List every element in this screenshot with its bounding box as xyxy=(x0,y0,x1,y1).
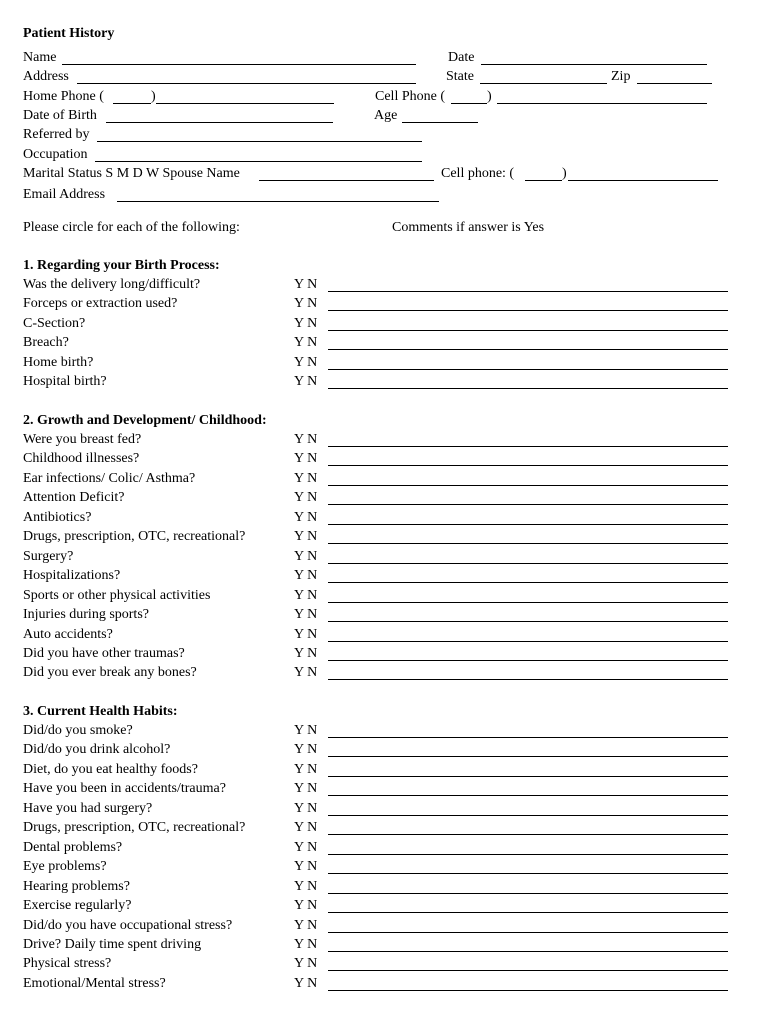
age-label: Age xyxy=(374,108,398,123)
yes-no-choice[interactable]: Y N xyxy=(294,665,318,681)
home-phone-paren: ) xyxy=(151,89,156,104)
question-label: Hospitalizations? xyxy=(23,568,121,584)
question-label: Eye problems? xyxy=(23,859,107,875)
name-field[interactable] xyxy=(62,64,416,65)
question-label: Did/do you smoke? xyxy=(23,723,133,738)
comment-field[interactable] xyxy=(328,310,728,311)
question-label: Hospital birth? xyxy=(23,374,107,390)
question-label: Auto accidents? xyxy=(23,626,113,642)
section-heading: 3. Current Health Habits: xyxy=(23,704,178,719)
question-label: Did you ever break any bones? xyxy=(23,665,197,681)
address-field[interactable] xyxy=(77,83,416,84)
comment-field[interactable] xyxy=(328,660,728,661)
yes-no-choice[interactable]: Y N xyxy=(294,529,318,545)
yes-no-choice[interactable]: Y N xyxy=(294,432,318,447)
yes-no-choice[interactable]: Y N xyxy=(294,296,318,312)
comment-field[interactable] xyxy=(328,621,728,622)
state-label: State xyxy=(446,69,474,84)
yes-no-choice[interactable]: Y N xyxy=(294,374,318,390)
question-label: Home birth? xyxy=(23,354,94,370)
question-label: Surgery? xyxy=(23,548,74,564)
comment-field[interactable] xyxy=(328,893,728,894)
yes-no-choice[interactable]: Y N xyxy=(294,820,318,836)
question-label: Was the delivery long/difficult? xyxy=(23,277,201,292)
yes-no-choice[interactable]: Y N xyxy=(294,936,318,952)
question-label: Exercise regularly? xyxy=(23,898,132,914)
yes-no-choice[interactable]: Y N xyxy=(294,470,318,486)
yes-no-choice[interactable]: Y N xyxy=(294,548,318,564)
cell-phone-paren: ) xyxy=(487,89,492,104)
comment-field[interactable] xyxy=(328,582,728,583)
comment-field[interactable] xyxy=(328,291,728,292)
zip-field[interactable] xyxy=(637,83,712,84)
question-label: Breach? xyxy=(23,335,69,351)
comment-field[interactable] xyxy=(328,465,728,466)
referred-by-field[interactable] xyxy=(97,141,422,142)
email-label: Email Address xyxy=(23,187,106,202)
yes-no-choice[interactable]: Y N xyxy=(294,917,318,933)
question-label: Forceps or extraction used? xyxy=(23,296,178,312)
question-label: Dental problems? xyxy=(23,839,123,855)
question-label: Drugs, prescription, OTC, recreational? xyxy=(23,529,246,545)
yes-no-choice[interactable]: Y N xyxy=(294,607,318,623)
cell-phone-label: Cell Phone ( xyxy=(375,89,445,104)
occupation-field[interactable] xyxy=(95,161,422,162)
instructions-comments: Comments if answer is Yes xyxy=(392,220,545,235)
comment-field[interactable] xyxy=(328,563,728,564)
comment-field[interactable] xyxy=(328,349,728,350)
state-field[interactable] xyxy=(480,83,607,84)
email-field[interactable] xyxy=(117,201,439,202)
cell-phone2-paren: ) xyxy=(562,166,567,181)
home-phone-area-field[interactable] xyxy=(113,103,151,104)
question-label: Diet, do you eat healthy foods? xyxy=(23,761,198,777)
cell-phone2-field[interactable] xyxy=(568,180,718,181)
section-heading: 1. Regarding your Birth Process: xyxy=(23,258,220,273)
yes-no-choice[interactable]: Y N xyxy=(294,975,318,991)
comment-field[interactable] xyxy=(328,504,728,505)
yes-no-choice[interactable]: Y N xyxy=(294,723,318,738)
yes-no-choice[interactable]: Y N xyxy=(294,354,318,370)
question-label: Emotional/Mental stress? xyxy=(23,975,166,991)
comment-field[interactable] xyxy=(328,932,728,933)
home-phone-label: Home Phone ( xyxy=(23,89,104,104)
question-label: Were you breast fed? xyxy=(23,432,142,447)
dob-label: Date of Birth xyxy=(23,108,97,123)
yes-no-choice[interactable]: Y N xyxy=(294,509,318,525)
instructions-circle: Please circle for each of the following: xyxy=(23,220,240,235)
question-label: Did/do you have occupational stress? xyxy=(23,917,233,933)
date-label: Date xyxy=(448,50,475,65)
yes-no-choice[interactable]: Y N xyxy=(294,781,318,797)
yes-no-choice[interactable]: Y N xyxy=(294,742,318,758)
yes-no-choice[interactable]: Y N xyxy=(294,800,318,816)
comment-field[interactable] xyxy=(328,815,728,816)
question-label: Have you had surgery? xyxy=(23,800,153,816)
yes-no-choice[interactable]: Y N xyxy=(294,315,318,331)
question-label: Physical stress? xyxy=(23,956,112,972)
yes-no-choice[interactable]: Y N xyxy=(294,277,318,292)
yes-no-choice[interactable]: Y N xyxy=(294,839,318,855)
yes-no-choice[interactable]: Y N xyxy=(294,956,318,972)
question-label: Drugs, prescription, OTC, recreational? xyxy=(23,820,246,836)
comment-field[interactable] xyxy=(328,990,728,991)
question-label: Antibiotics? xyxy=(23,509,92,525)
comment-field[interactable] xyxy=(328,776,728,777)
question-label: Hearing problems? xyxy=(23,878,130,894)
comment-field[interactable] xyxy=(328,679,728,680)
age-field[interactable] xyxy=(402,122,478,123)
question-label: Did you have other traumas? xyxy=(23,645,185,661)
section-heading: 2. Growth and Development/ Childhood: xyxy=(23,413,267,428)
comment-field[interactable] xyxy=(328,756,728,757)
comment-field[interactable] xyxy=(328,737,728,738)
referred-by-label: Referred by xyxy=(23,127,90,142)
question-label: C-Section? xyxy=(23,315,86,331)
home-phone-field[interactable] xyxy=(156,103,334,104)
occupation-label: Occupation xyxy=(23,147,88,162)
cell-phone-field[interactable] xyxy=(497,103,707,104)
yes-no-choice[interactable]: Y N xyxy=(294,898,318,914)
marital-status-label: Marital Status S M D W Spouse Name xyxy=(23,166,240,181)
comment-field[interactable] xyxy=(328,369,728,370)
question-label: Attention Deficit? xyxy=(23,490,125,506)
comment-field[interactable] xyxy=(328,912,728,913)
comment-field[interactable] xyxy=(328,834,728,835)
comment-field[interactable] xyxy=(328,641,728,642)
address-label: Address xyxy=(23,69,69,84)
comment-field[interactable] xyxy=(328,485,728,486)
comment-field[interactable] xyxy=(328,951,728,952)
yes-no-choice[interactable]: Y N xyxy=(294,490,318,506)
comment-field[interactable] xyxy=(328,602,728,603)
question-label: Childhood illnesses? xyxy=(23,451,140,467)
yes-no-choice[interactable]: Y N xyxy=(294,645,318,661)
yes-no-choice[interactable]: Y N xyxy=(294,859,318,875)
question-label: Sports or other physical activities xyxy=(23,587,211,603)
yes-no-choice[interactable]: Y N xyxy=(294,761,318,777)
zip-label: Zip xyxy=(611,69,631,84)
comment-field[interactable] xyxy=(328,854,728,855)
cell-phone2-area-field[interactable] xyxy=(525,180,562,181)
comment-field[interactable] xyxy=(328,524,728,525)
yes-no-choice[interactable]: Y N xyxy=(294,335,318,351)
yes-no-choice[interactable]: Y N xyxy=(294,568,318,584)
comment-field[interactable] xyxy=(328,543,728,544)
question-label: Have you been in accidents/trauma? xyxy=(23,781,226,797)
question-label: Did/do you drink alcohol? xyxy=(23,742,171,758)
dob-field[interactable] xyxy=(106,122,333,123)
comment-field[interactable] xyxy=(328,388,728,389)
comment-field[interactable] xyxy=(328,330,728,331)
spouse-name-field[interactable] xyxy=(259,180,434,181)
date-field[interactable] xyxy=(481,64,707,65)
question-label: Injuries during sports? xyxy=(23,607,149,623)
yes-no-choice[interactable]: Y N xyxy=(294,451,318,467)
cell-phone2-label: Cell phone: ( xyxy=(441,166,515,181)
comment-field[interactable] xyxy=(328,873,728,874)
comment-field[interactable] xyxy=(328,795,728,796)
name-label: Name xyxy=(23,50,57,65)
comment-field[interactable] xyxy=(328,970,728,971)
comment-field[interactable] xyxy=(328,446,728,447)
yes-no-choice[interactable]: Y N xyxy=(294,626,318,642)
cell-phone-area-field[interactable] xyxy=(451,103,487,104)
question-label: Ear infections/ Colic/ Asthma? xyxy=(23,470,196,486)
yes-no-choice[interactable]: Y N xyxy=(294,878,318,894)
page-title: Patient History xyxy=(23,26,115,41)
yes-no-choice[interactable]: Y N xyxy=(294,587,318,603)
question-label: Drive? Daily time spent driving xyxy=(23,936,202,952)
